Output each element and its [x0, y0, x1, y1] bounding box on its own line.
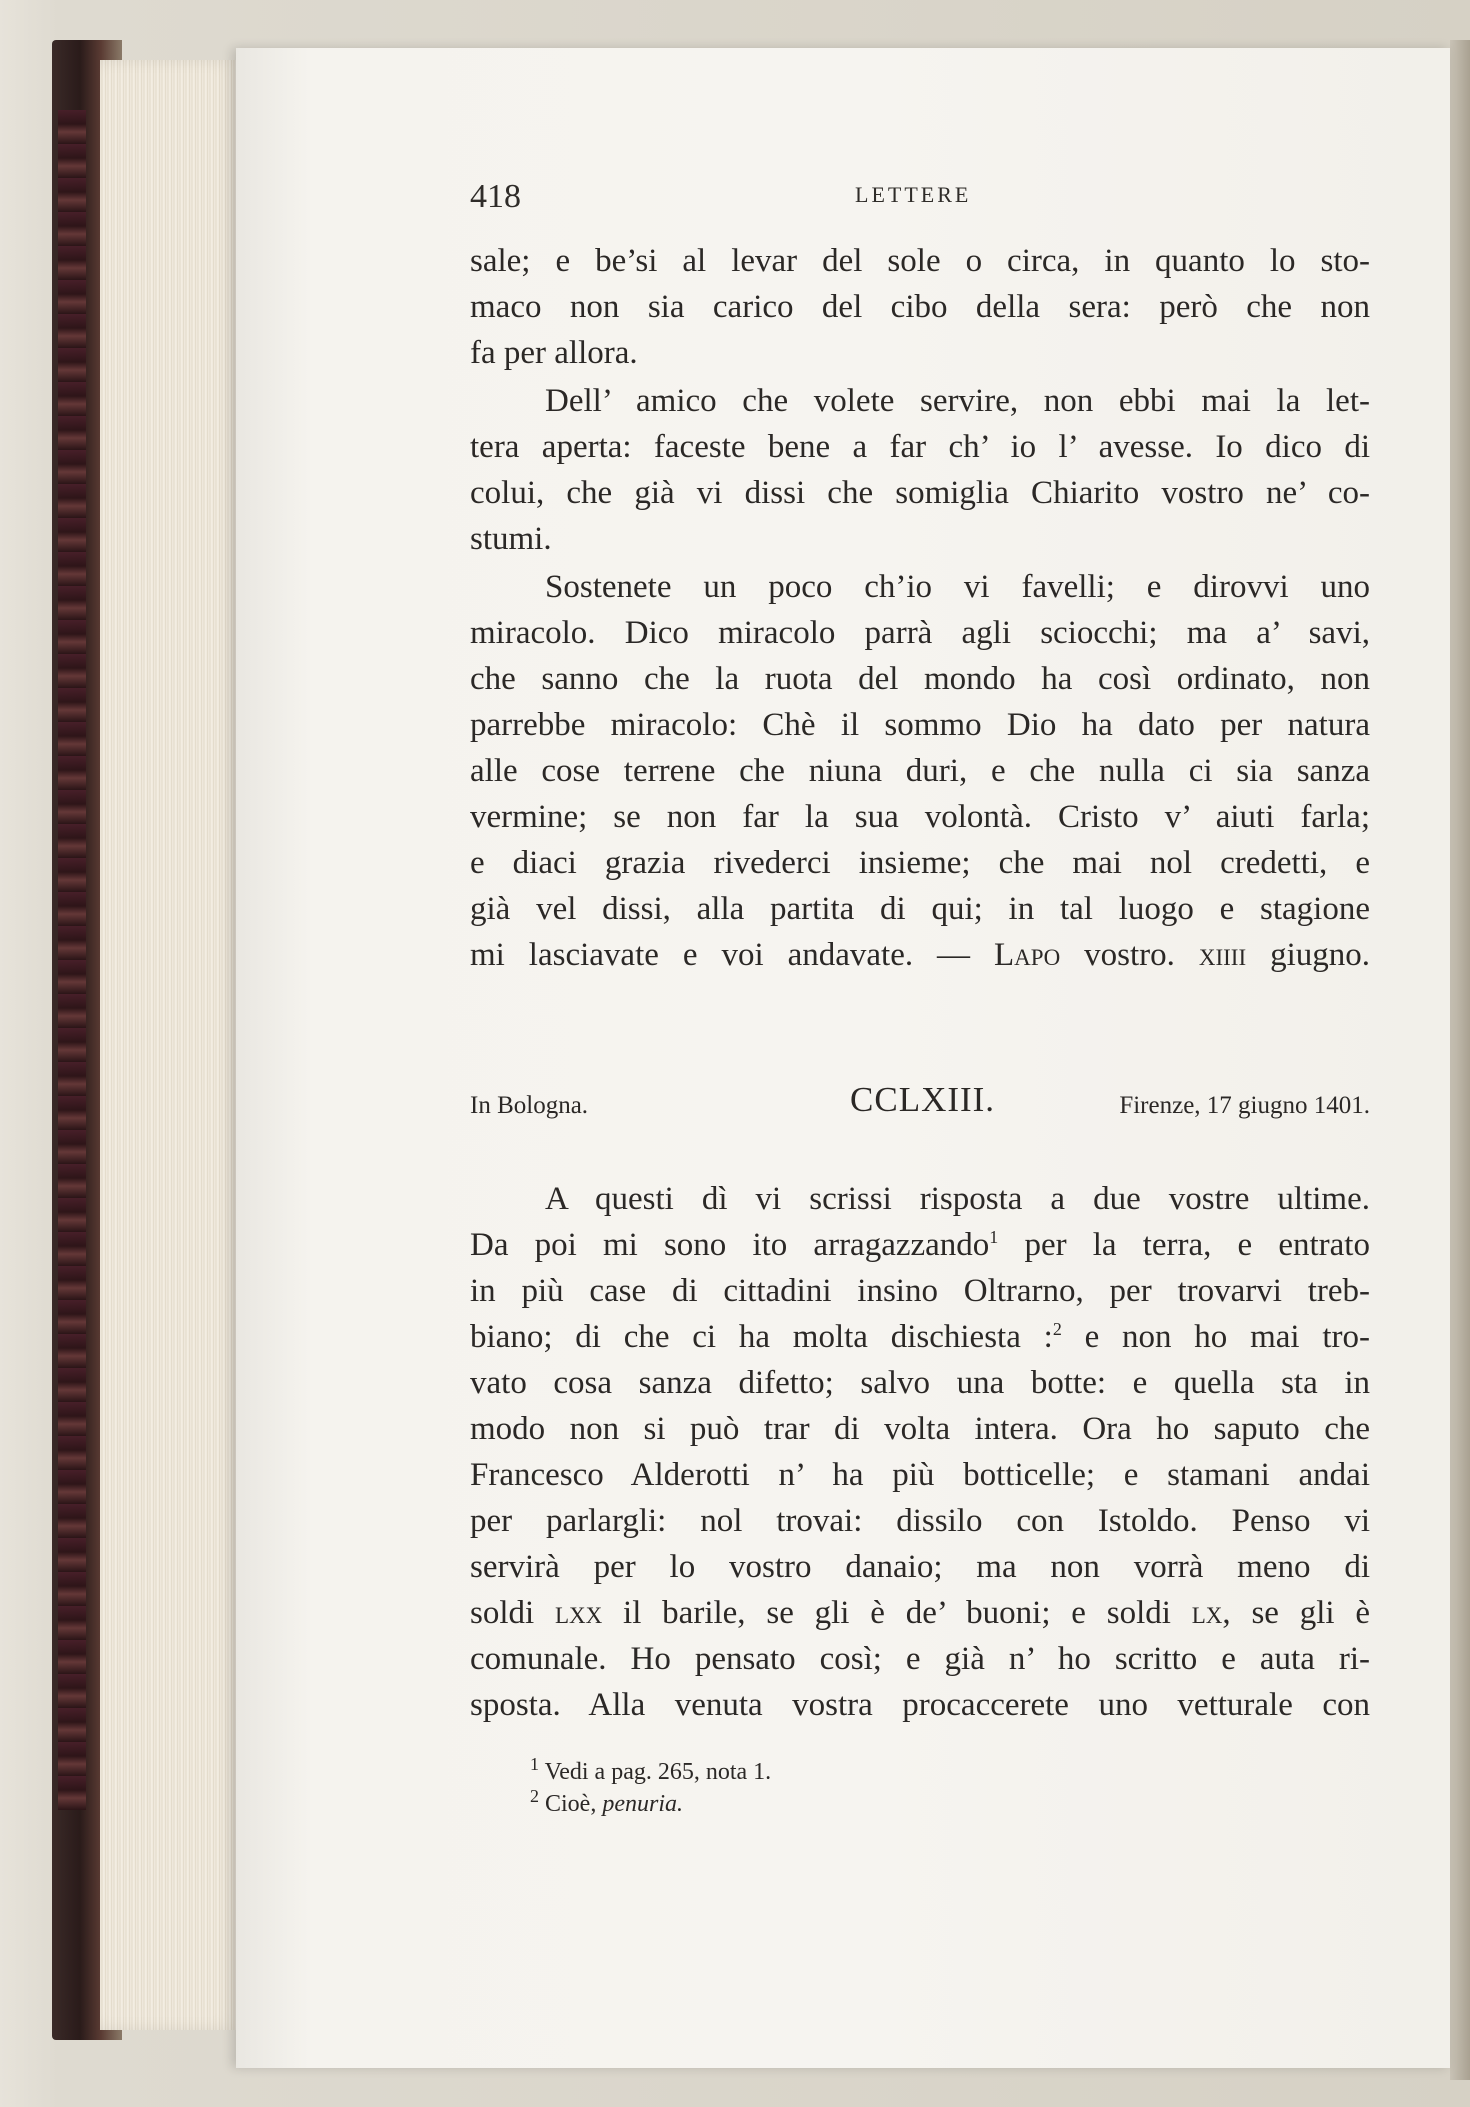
paragraph-1 — [470, 238, 1370, 376]
footnote-text: Cioè, — [539, 1791, 603, 1817]
paragraph-4 — [470, 1176, 1370, 1728]
running-head — [470, 178, 1370, 218]
footnote-1 — [530, 1756, 1130, 1788]
text-segment: biano; di che ci ha molta dischiesta : — [470, 1319, 1053, 1355]
text-segment: per la terra, e entrato — [998, 1227, 1370, 1263]
text-line: Dell’ amico che volete servire, non ebbi mai la let- — [545, 383, 1370, 419]
roman-numeral: lx — [1191, 1595, 1223, 1631]
text-segment: soldi — [470, 1595, 555, 1631]
text-segment: vostro. — [1060, 937, 1199, 973]
text-line: vermine; se non far la sua volontà. Cristo v’ aiuti farla; — [470, 799, 1370, 835]
text-line: parrebbe miracolo: Chè il sommo Dio ha dato per natura — [470, 707, 1370, 743]
footnote-text: Vedi a pag. 265, nota 1. — [539, 1759, 772, 1785]
text-line: maco non sia carico del cibo della sera: però che non — [470, 289, 1370, 325]
paragraph-2 — [470, 378, 1370, 562]
marbled-binding-edge — [58, 110, 86, 1810]
text-line: servirà per lo vostro danaio; ma non vorrà meno di — [470, 1549, 1370, 1585]
letter-heading — [470, 1080, 1370, 1130]
text-line: Francesco Alderotti n’ ha più botticelle; e stamani andai — [470, 1457, 1370, 1493]
footnote-marker: 1 — [989, 1227, 999, 1247]
text-segment: il barile, se gli è de’ buoni; e soldi — [602, 1595, 1192, 1631]
text-segment: e non ho mai tro- — [1061, 1319, 1370, 1355]
text-line: per parlargli: nol trovai: dissilo con Istoldo. Penso vi — [470, 1503, 1370, 1539]
text-line — [470, 1314, 1370, 1360]
text-line: che sanno che la ruota del mondo ha così ordinato, non — [470, 661, 1370, 697]
text-line: alle cose terrene che niuna duri, e che nulla ci sia sanza — [470, 753, 1370, 789]
text-line: tera aperta: faceste bene a far ch’ io l’ avesse. Io dico di — [470, 429, 1370, 465]
page-number: 418 — [470, 178, 521, 215]
text-line: A questi dì vi scrissi risposta a due vostre ultime. — [545, 1181, 1370, 1217]
text-line: sposta. Alla venuta vostra procaccerete uno vetturale con — [470, 1687, 1370, 1723]
footnote-italic-text: penuria. — [602, 1791, 683, 1817]
text-segment: , se gli è — [1222, 1595, 1371, 1631]
signature-name: Lapo — [994, 937, 1061, 973]
footnote-number: 1 — [530, 1754, 539, 1774]
text-line: fa per allora. — [470, 335, 638, 371]
running-head-title: LETTERE — [855, 182, 972, 207]
roman-numeral: lxx — [554, 1595, 603, 1631]
text-segment: giugno. — [1246, 937, 1371, 973]
letter-place-date: Firenze, 17 giugno 1401. — [1119, 1092, 1370, 1119]
text-line: Sostenete un poco ch’io vi favelli; e dirovvi uno — [545, 569, 1370, 605]
text-line: stumi. — [470, 521, 552, 557]
text-line: miracolo. Dico miracolo parrà agli sciocchi; ma a’ savi, — [470, 615, 1370, 651]
footnote-marker: 2 — [1052, 1319, 1062, 1339]
text-segment: mi lasciavate e voi andavate. — — [470, 937, 995, 973]
text-line: in più case di cittadini insino Oltrarno, per trovarvi treb- — [470, 1273, 1370, 1309]
footnote-2 — [530, 1788, 1130, 1820]
text-line: colui, che già vi dissi che somiglia Chiarito vostro ne’ co- — [470, 475, 1370, 511]
text-line: vato cosa sanza difetto; salvo una botte: e quella sta in — [470, 1365, 1370, 1401]
text-line — [470, 1222, 1370, 1268]
page-right-edge — [1450, 40, 1470, 2080]
text-line — [470, 1590, 1370, 1636]
footnotes — [530, 1756, 1130, 1820]
text-line: e diaci grazia rivederci insieme; che mai nol credetti, e — [470, 845, 1370, 881]
text-line: modo non si può trar di volta intera. Ora ho saputo che — [470, 1411, 1370, 1447]
roman-date: xiiii — [1198, 937, 1247, 973]
text-line-signature — [470, 932, 1370, 978]
text-line: sale; e be’si al levar del sole o circa, in quanto lo sto- — [470, 243, 1370, 279]
text-line: già vel dissi, alla partita di qui; in tal luogo e stagione — [470, 891, 1370, 927]
page-stack-edge — [100, 60, 238, 2030]
footnote-number: 2 — [530, 1786, 539, 1806]
letter-number: CCLXIII. — [850, 1080, 996, 1119]
paragraph-3 — [470, 564, 1370, 978]
text-segment: Da poi mi sono ito arragazzando — [470, 1227, 990, 1263]
text-line: comunale. Ho pensato così; e già n’ ho scritto e auta ri- — [470, 1641, 1370, 1677]
letter-recipient-place: In Bologna. — [470, 1092, 589, 1119]
